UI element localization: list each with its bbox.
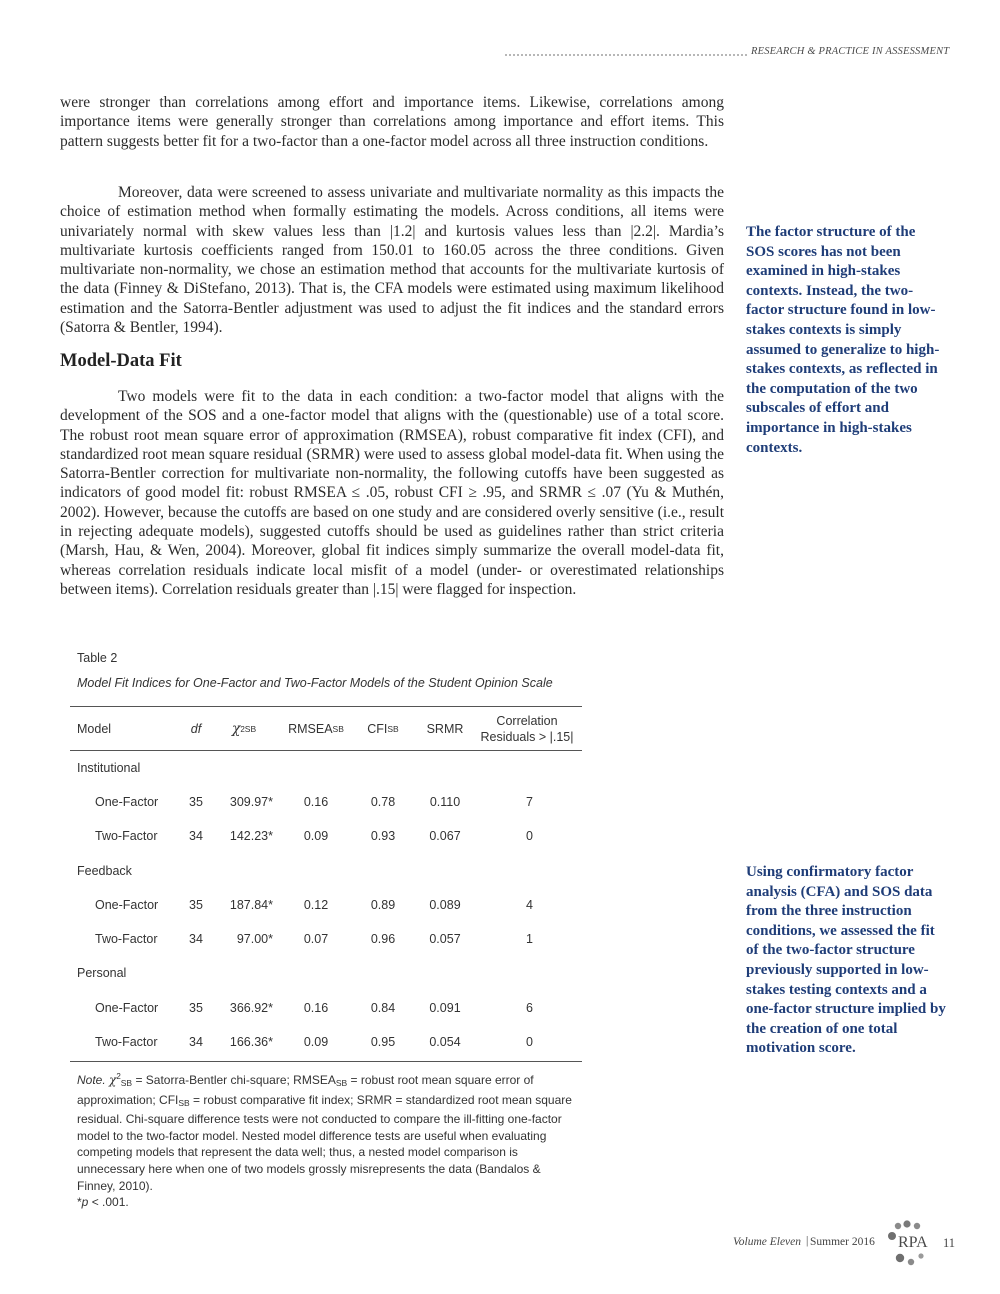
running-title: RESEARCH & PRACTICE IN ASSESSMENT bbox=[751, 46, 950, 57]
body-paragraph-3: Two models were fit to the data in each condition: a two-factor model that aligns with the development of the SOS and a one-factor model that aligns with the (questionable) use of a total score. The robust root mean square error of approximation (RMSEA), robust comparative fit index (CFI), and standardized root mean square residual (SRMR) were used to assess global model-data fit. When using the Satorra-Bentler correction for multivariate non-normality, the following cutoffs have been suggested as indicators of good model fit: robust RMSEA ≤ .05, robust CFI ≥ .95, and SRMR ≤ .07 (Yu & Muthén, 2002). However, because the cutoffs are based on one study and are considered overly sensitive (i.e., result in rejecting adequate models), suggested cutoffs should be used as guidelines rather than strict criteria (Marsh, Hau, & Wen, 2004). Moreover, global fit indices simply summarize the overall model-data fit, whereas correlation residuals indicate local misfit of a model (under- or overestimated relationships between items). Correlation residuals greater than |.15| were flagged for inspection. bbox=[60, 388, 724, 598]
footer-separator: | bbox=[806, 1235, 809, 1247]
col-header-srmr: SRMR bbox=[426, 722, 464, 736]
col-header-cfi: CFI SB bbox=[367, 722, 399, 736]
table-row: Two-Factor 34 97.00* 0.07 0.96 0.057 1 bbox=[95, 932, 533, 946]
table-row: One-Factor 35 187.84* 0.12 0.89 0.089 4 bbox=[95, 898, 533, 912]
col-header-rmsea: RMSEA SB bbox=[288, 722, 344, 736]
table-top-rule bbox=[70, 706, 582, 707]
section-heading: Model-Data Fit bbox=[60, 351, 182, 371]
group-label-feedback: Feedback bbox=[77, 864, 132, 878]
table-row: One-Factor 35 366.92* 0.16 0.84 0.091 6 bbox=[95, 1001, 533, 1015]
col-header-correlation-residuals: Correlation Residuals > |.15| bbox=[480, 714, 574, 744]
page-footer bbox=[0, 1234, 1000, 1264]
group-label-personal: Personal bbox=[77, 966, 127, 980]
col-header-df: df bbox=[190, 722, 202, 736]
group-label-institutional: Institutional bbox=[77, 761, 141, 775]
table-row: Two-Factor 34 142.23* 0.09 0.93 0.067 0 bbox=[95, 829, 533, 843]
page-number: 11 bbox=[943, 1236, 956, 1250]
pull-quote-2: Using confirmatory factor analysis (CFA) and SOS data from the three instruction conditions, we assessed the fit of the two-factor structure previously supported in low-stakes testing contexts and a one-factor structure implied by the creation of one total motivation score. bbox=[746, 864, 946, 1057]
footer-volume: Volume Eleven bbox=[733, 1236, 802, 1248]
table-bottom-rule bbox=[70, 1061, 582, 1062]
table-note: Note. $\chi^2_{SB}$ = Satorra-Bentler chi-square; $RMSEA_{SB}$ = robust root mean square error of approximation; $CFI_{SB}$ = robust comparative fit index; SRMR = standardized root mean square residual. Chi-square difference tests were not conducted to compare the ill-fitting one-factor model to the two-factor model. Nested model difference tests are useful when evaluating competing models that represent the data well; thus, a nested model comparison is unnecessary here when one of two models grossly misrepresents the data (Bandalos & Finney, 2010). *p < .001. bbox=[77, 1072, 572, 1210]
pull-quote-1: The factor structure of the SOS scores has not been examined in high-stakes contexts. Instead, the two-factor structure found in low-stakes contexts is simply assumed to generalize to high-stakes contexts, as reflected in the computation of the two subscales of effort and importance in high-stakes contexts. bbox=[746, 224, 940, 456]
running-header bbox=[0, 46, 1000, 66]
footer-season: Summer 2016 bbox=[810, 1236, 875, 1248]
svg-text:RPA: RPA bbox=[898, 1234, 928, 1251]
body-paragraph-2: Moreover, data were screened to assess univariate and multivariate normality as this impacts the choice of estimation method when formally estimating the models. Across conditions, all items were univariately normal with skew values less than |1.2| and kurtosis values less than |2.2|. Mardia’s multivariate kurtosis coefficients ranged from 150.01 to 160.05 across the three conditions. Given multivariate non-normality, we chose an estimation method that accounts for the multivariate kurtosis of the data (Finney & DiStefano, 2013). That is, the CFA models were estimated using maximum likelihood estimation and the Satorra-Bentler adjustment was used to adjust the fit indices and the standard errors (Satorra & Bentler, 1994). bbox=[60, 184, 724, 337]
col-header-chi-square: χ 2 SB bbox=[231, 721, 257, 737]
table-row: Two-Factor 34 166.36* 0.09 0.95 0.054 0 bbox=[95, 1035, 533, 1049]
table-header-rule bbox=[70, 750, 582, 751]
table-caption: Model Fit Indices for One-Factor and Two-Factor Models of the Student Opinion Scale bbox=[77, 676, 553, 690]
table-number: Table 2 bbox=[77, 651, 118, 665]
rpa-logo-icon bbox=[884, 1220, 934, 1270]
col-header-model: Model bbox=[77, 722, 112, 736]
body-paragraph-1: were stronger than correlations among effort and importance items. Likewise, correlations among importance items were generally stronger than correlations among importance and effort items. This pattern suggests better fit for a two-factor than a one-factor model across all three instruction conditions. bbox=[60, 94, 724, 150]
header-dotted-rule bbox=[505, 54, 747, 56]
table-row: One-Factor 35 309.97* 0.16 0.78 0.110 7 bbox=[95, 795, 533, 809]
